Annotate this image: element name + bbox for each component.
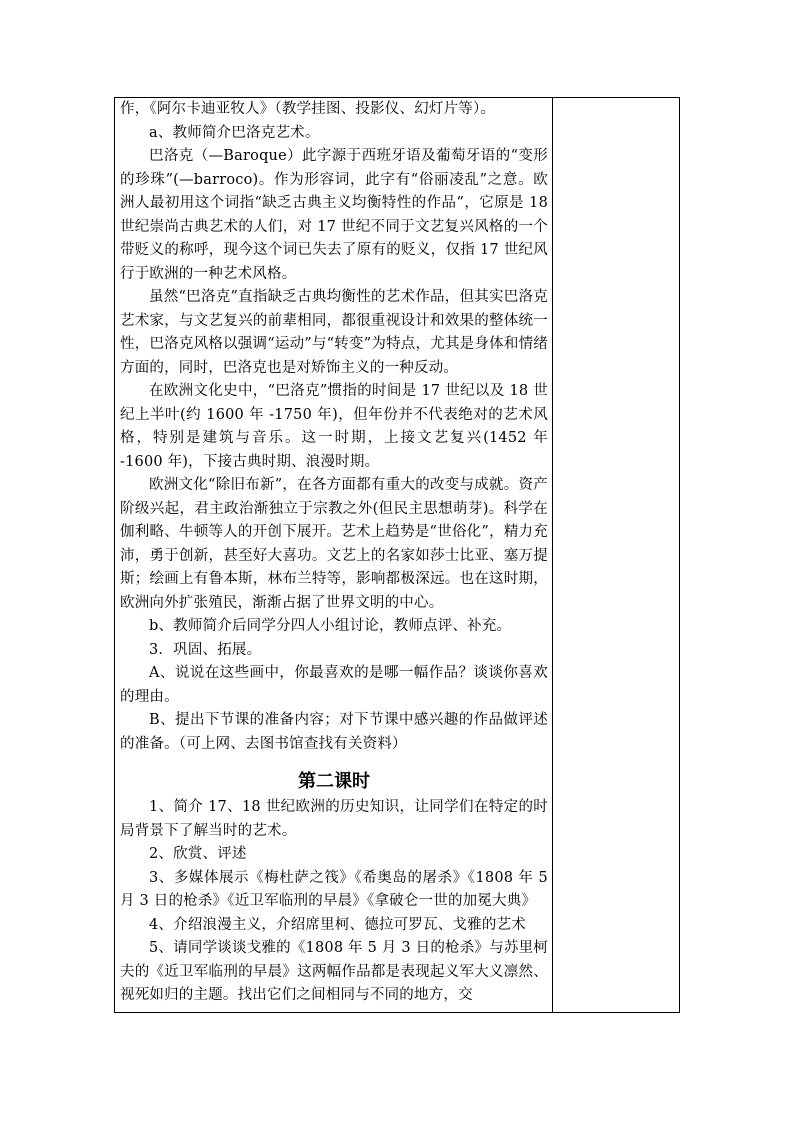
paragraph-baroque-style: 虽然“巴洛克”直指缺乏古典均衡性的艺术作品，但其实巴洛克艺术家，与文艺复兴的前辈相同，都很重视设计和效果的整体统一性，巴洛克风格以强调“运动”与“转变”为特点，尤其是身体和情绪方面的，同时，巴洛克也是对矫饰主义的一种反动。 — [120, 289, 548, 376]
lesson-two-title: 第二课时 — [298, 771, 370, 792]
paragraph-baroque-definition: 巴洛克（—Baroque）此字源于西班牙语及葡萄牙语的“变形的珍珠”(—barroco)。作为形容词，此字有“俗丽凌乱”之意。欧洲人最初用这个词指“缺乏古典主义均衡特性的作品”，它原是 18 世纪崇尚古典艺术的人们，对 17 世纪不同于文艺复兴风格的一个带贬义的称呼，现今这个词已失去了原有的贬义，仅指 17 世纪风行于欧洲的一种艺术风格。 — [120, 148, 548, 282]
paragraph-teacher-intro: a、教师简介巴洛克艺术。 — [149, 124, 320, 141]
paragraph-compare-works: 5、请同学谈谈戈雅的《1808 年 5 月 3 日的枪杀》与苏里柯夫的《近卫军临刑的早晨》这两幅作品都是表现起义军大义凛然、视死如归的主题。找出它们之间相同与不同的地方，交 — [120, 940, 548, 1003]
paragraph-romanticism: 4、介绍浪漫主义，介绍席里柯、德拉可罗瓦、戈雅的艺术 — [149, 916, 526, 933]
paragraph-consolidate: 3．巩固、拓展。 — [149, 641, 262, 658]
lesson-plan-table — [114, 97, 680, 1013]
paragraph-appreciate: 2、欣赏、评述 — [149, 846, 247, 862]
paragraph-multimedia: 3、多媒体展示《梅杜萨之筏》《希奥岛的屠杀》《1808 年 5 月 3 日的枪杀》《近卫军临刑的早晨》《拿破仑一世的加冕大典》 — [120, 869, 548, 909]
paragraph-history-intro: 1、简介 17、18 世纪欧洲的历史知识，让同学们在特定的时局背景下了解当时的艺术。 — [120, 799, 548, 839]
content-cell — [120, 98, 548, 1012]
paragraph-question-b: B、提出下节课的准备内容；对下节课中感兴趣的作品做评述的准备。（可上网、去图书馆查找有关资料） — [120, 712, 548, 752]
paragraph-continuation: 作，《阿尔卡迪亚牧人》（教学挂图、投影仪、幻灯片等）。 — [120, 101, 496, 117]
paragraph-baroque-culture: 欧洲文化“除旧布新”，在各方面都有重大的改变与成就。资产阶级兴起，君主政治渐独立于宗教之外(但民主思想萌芽)。科学在伽利略、牛顿等人的开创下展开。艺术上趋势是“世俗化”，精力充沛，勇于创新，甚至好大喜功。文艺上的名家如莎士比亚、塞万提斯；绘画上有鲁本斯，林布兰特等，影响都极深远。也在这时期，欧洲向外扩张殖民，渐渐占据了世界文明的中心。 — [120, 477, 548, 611]
paragraph-baroque-period: 在欧洲文化史中，“巴洛克”惯指的时间是 17 世纪以及 18 世纪上半叶(约 1600 年 -1750 年)，但年份并不代表绝对的艺术风格，特别是建筑与音乐。这一时期，上接文艺复兴(1452 年 -1600 年)，下接古典时期、浪漫时期。 — [120, 383, 548, 470]
notes-cell — [553, 98, 680, 1012]
paragraph-question-a: A、说说在这些画中，你最喜欢的是哪一幅作品？谈谈你喜欢的理由。 — [120, 665, 548, 705]
paragraph-group-discussion: b、教师简介后同学分四人小组讨论，教师点评、补充。 — [149, 618, 512, 634]
